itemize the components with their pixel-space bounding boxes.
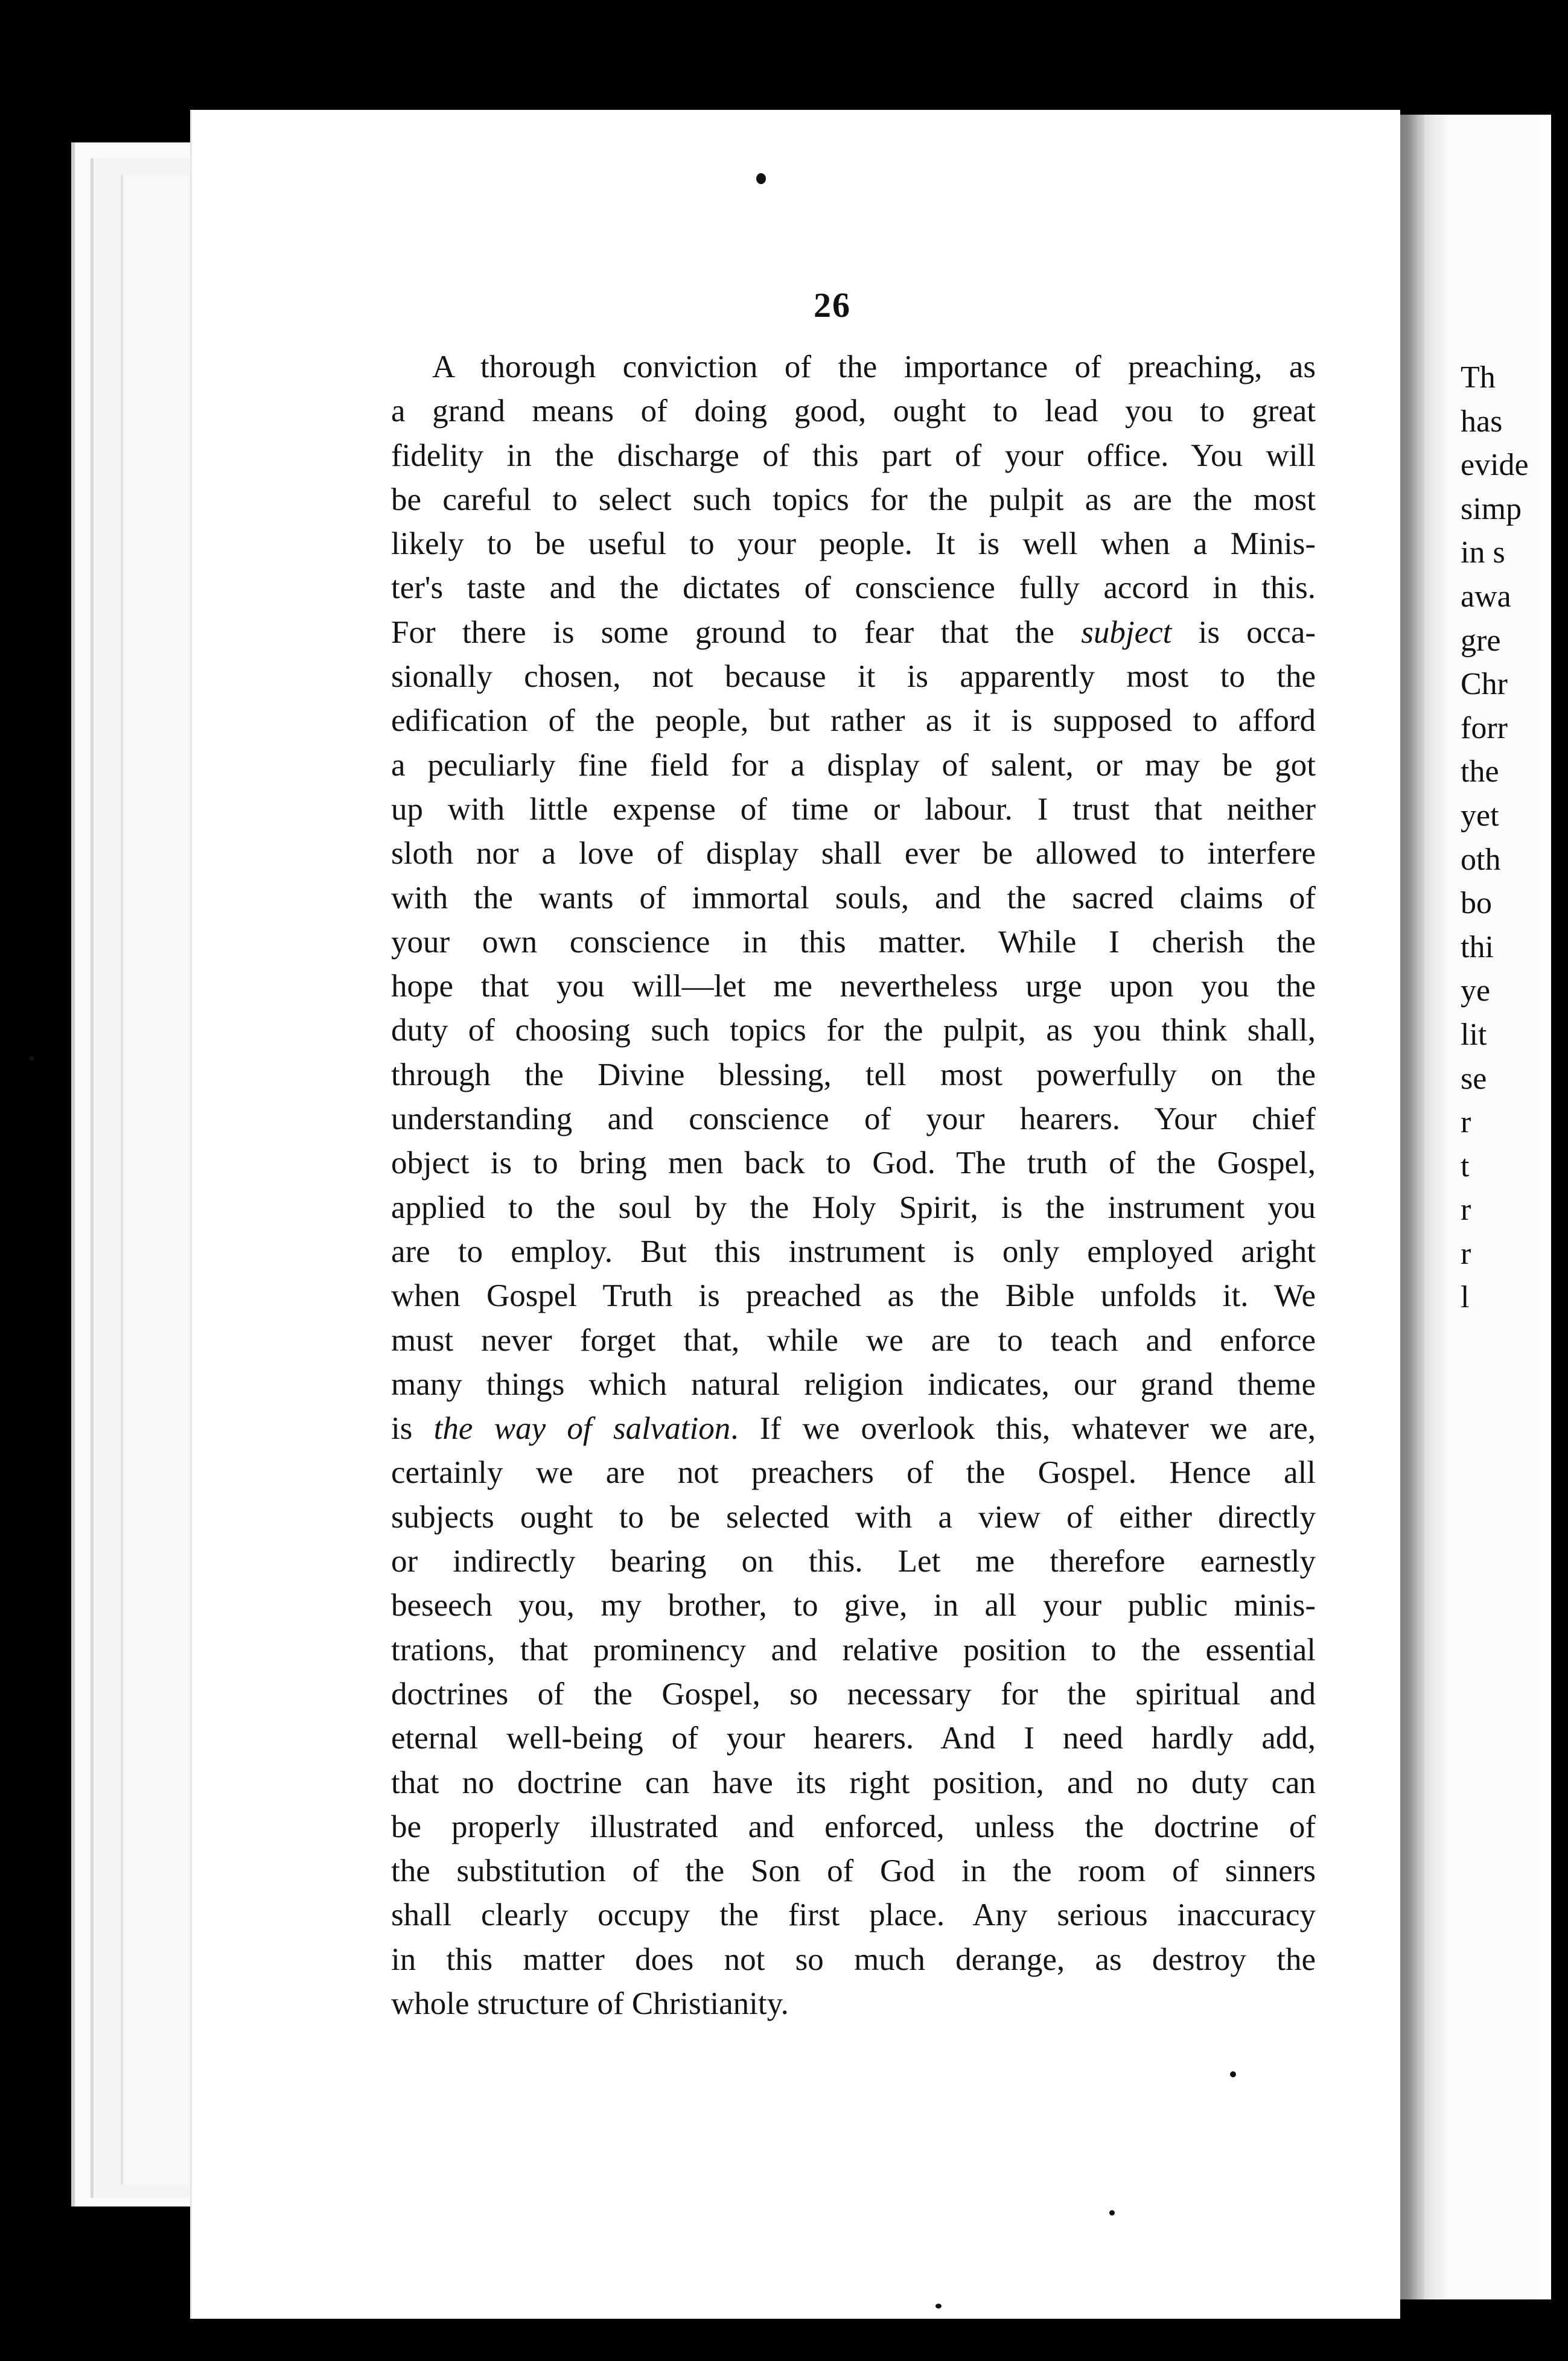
facing-page-text <box>1461 356 1568 1320</box>
facing-line: simp <box>1461 491 1522 526</box>
text-line: likely to be useful to your people. It is well when a Minis- <box>391 526 1316 562</box>
text-line: your own conscience in this matter. While I cherish the <box>391 924 1316 960</box>
ink-speck <box>935 2304 942 2308</box>
text-line: is the way of salvation. If we overlook this, whatever we are, <box>391 1411 1316 1447</box>
facing-line: gre <box>1461 623 1501 658</box>
facing-line: Chr <box>1461 667 1508 702</box>
facing-line: se <box>1461 1061 1487 1096</box>
text-line: fidelity in the discharge of this part of your office. You will <box>391 438 1316 473</box>
ink-speck <box>29 1056 34 1060</box>
text-line: sionally chosen, not because it is apparently most to the <box>391 659 1316 695</box>
text-line: eternal well-being of your hearers. And I need hardly add, <box>391 1721 1316 1756</box>
text-line: up with little expense of time or labour. I trust that neither <box>391 791 1316 827</box>
text-line: For there is some ground to fear that the subject is occa- <box>391 614 1316 650</box>
text-line: or indirectly bearing on this. Let me therefore earnestly <box>391 1544 1316 1579</box>
text-line: whole structure of Christianity. <box>391 1986 789 2021</box>
text-line: object is to bring men back to God. The truth of the Gospel, <box>391 1145 1316 1181</box>
text-line: through the Divine blessing, tell most powerfully on the <box>391 1057 1316 1092</box>
text-line: duty of choosing such topics for the pulpit, as you think shall, <box>391 1013 1316 1048</box>
facing-line: ye <box>1461 973 1491 1008</box>
page-number: 26 <box>814 285 851 325</box>
text-line: shall clearly occupy the first place. Any serious inaccuracy <box>391 1897 1316 1933</box>
facing-line: bo <box>1461 886 1492 921</box>
text-line: a peculiarly fine field for a display of salent, or may be got <box>391 747 1316 783</box>
facing-line: has <box>1461 404 1503 439</box>
text-line: sloth nor a love of display shall ever be allowed to interfere <box>391 836 1316 871</box>
facing-line: awa <box>1461 579 1511 614</box>
facing-line: the <box>1461 754 1499 789</box>
facing-line: l <box>1461 1280 1470 1315</box>
facing-line: thi <box>1461 929 1494 964</box>
text-line: beseech you, my brother, to give, in all your public minis- <box>391 1588 1316 1623</box>
facing-line: r <box>1461 1236 1471 1271</box>
text-line: A thorough conviction of the importance of preaching, as <box>432 349 1316 384</box>
facing-line: forr <box>1461 710 1508 745</box>
text-line: subjects ought to be selected with a view of either directly <box>391 1499 1316 1535</box>
facing-line: Th <box>1461 360 1496 395</box>
text-line: hope that you will—let me nevertheless urge upon you the <box>391 969 1316 1004</box>
text-line: the substitution of the Son of God in the room of sinners <box>391 1853 1316 1889</box>
text-line: be properly illustrated and enforced, unless the doctrine of <box>391 1809 1316 1844</box>
ink-speck <box>1230 2071 1236 2077</box>
text-line: understanding and conscience of your hearers. Your chief <box>391 1101 1316 1137</box>
body-text <box>391 345 1316 2026</box>
text-line: trations, that prominency and relative position to the essential <box>391 1632 1316 1668</box>
text-line: certainly we are not preachers of the Gospel. Hence all <box>391 1455 1316 1491</box>
text-line: be careful to select such topics for the pulpit as are the most <box>391 482 1316 517</box>
ink-speck <box>1109 2210 1115 2216</box>
facing-line: r <box>1461 1105 1471 1140</box>
facing-line: yet <box>1461 798 1499 833</box>
text-line: that no doctrine can have its right position, and no duty can <box>391 1765 1316 1800</box>
facing-line: in s <box>1461 535 1505 570</box>
text-line: when Gospel Truth is preached as the Bible unfolds it. We <box>391 1278 1316 1314</box>
text-line: applied to the soul by the Holy Spirit, is the instrument you <box>391 1190 1316 1225</box>
facing-line: evide <box>1461 448 1529 483</box>
text-line: a grand means of doing good, ought to lead you to great <box>391 394 1316 429</box>
facing-line: oth <box>1461 842 1501 877</box>
text-line: with the wants of immortal souls, and the sacred claims of <box>391 880 1316 916</box>
facing-line: lit <box>1461 1017 1487 1052</box>
facing-line: t <box>1461 1149 1470 1184</box>
text-line: many things which natural religion indicates, our grand theme <box>391 1366 1316 1402</box>
book-page <box>192 110 1400 2319</box>
text-line: must never forget that, while we are to teach and enforce <box>391 1322 1316 1358</box>
text-line: in this matter does not so much derange, as destroy the <box>391 1942 1316 1977</box>
text-line: ter's taste and the dictates of conscience fully accord in this. <box>391 570 1316 606</box>
text-line: doctrines of the Gospel, so necessary for the spiritual and <box>391 1676 1316 1712</box>
text-line: are to employ. But this instrument is only employed aright <box>391 1234 1316 1269</box>
facing-line: r <box>1461 1193 1471 1228</box>
ink-dot <box>756 173 766 184</box>
text-line: edification of the people, but rather as it is supposed to afford <box>391 703 1316 739</box>
